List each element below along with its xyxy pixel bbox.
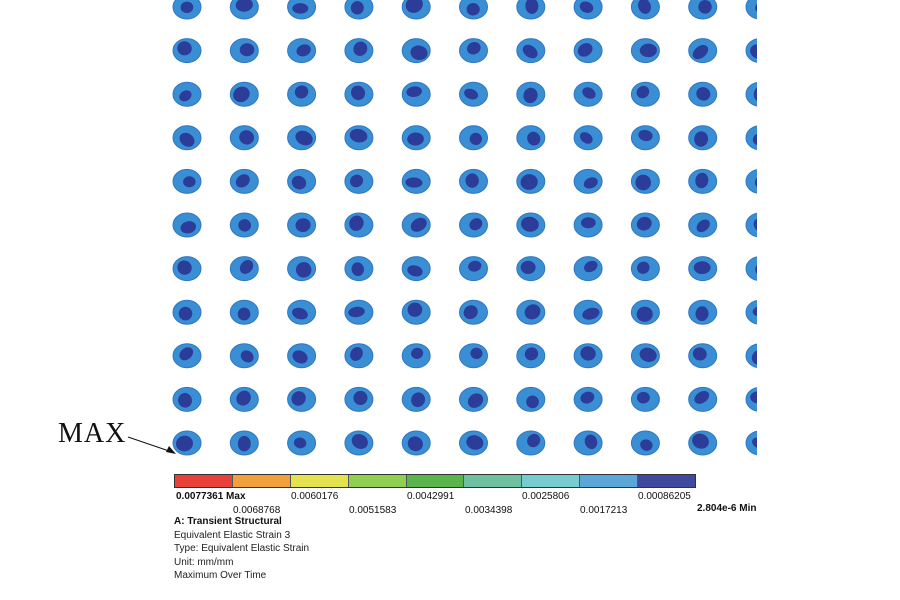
contact-point <box>689 169 717 193</box>
contact-point <box>460 300 488 324</box>
contact-points-grid <box>173 0 900 480</box>
contact-point <box>288 39 316 63</box>
contact-point <box>230 39 258 63</box>
legend-swatch <box>291 475 349 487</box>
legend-value-lower-3: 0.0034398 <box>465 505 513 516</box>
contact-point <box>460 213 488 237</box>
contact-point <box>230 387 258 411</box>
legend-swatch <box>407 475 465 487</box>
contact-point <box>402 126 430 150</box>
legend-value-upper-4: 0.00086205 <box>638 491 691 502</box>
contact-point <box>460 169 488 193</box>
contact-point <box>574 344 602 368</box>
contact-point <box>460 344 488 368</box>
contact-point <box>689 126 717 150</box>
contact-point <box>173 169 201 193</box>
contact-point <box>173 0 201 19</box>
legend-swatch <box>175 475 233 487</box>
contact-point <box>345 213 373 237</box>
contact-point <box>402 344 430 368</box>
contact-point <box>345 126 373 150</box>
contact-point <box>402 169 430 193</box>
contact-point <box>574 300 602 324</box>
contact-point <box>402 0 430 19</box>
legend-value-upper-1: 0.0060176 <box>291 491 339 502</box>
contact-point <box>517 213 545 237</box>
contact-point <box>402 257 430 281</box>
contact-point <box>689 257 717 281</box>
contact-point <box>288 387 316 411</box>
contact-point <box>345 387 373 411</box>
contact-point <box>517 257 545 281</box>
result-type: Type: Equivalent Elastic Strain <box>174 543 310 554</box>
contact-point <box>288 169 316 193</box>
contact-point <box>517 39 545 63</box>
contact-point <box>574 257 602 281</box>
contact-point <box>402 82 430 106</box>
contact-point <box>345 344 373 368</box>
legend-value-upper-2: 0.0042991 <box>407 491 455 502</box>
contact-point <box>574 0 602 19</box>
result-name: Equivalent Elastic Strain 3 <box>174 529 291 541</box>
contact-point <box>345 82 373 106</box>
contact-point <box>460 0 488 19</box>
legend-min-value: 2.804e-6 Min <box>697 503 757 514</box>
contact-point <box>689 0 717 19</box>
contact-point <box>574 82 602 106</box>
legend-value-lower-4: 0.0017213 <box>580 505 628 516</box>
contact-point <box>631 82 659 106</box>
contact-point <box>345 169 373 193</box>
contact-point <box>631 126 659 150</box>
contact-point <box>631 387 659 411</box>
contact-point <box>460 82 488 106</box>
contact-point <box>173 344 201 368</box>
contact-point <box>345 300 373 324</box>
contact-point <box>574 126 602 150</box>
contact-point <box>460 387 488 411</box>
contact-point <box>288 300 316 324</box>
contact-point <box>345 431 373 455</box>
contact-point <box>173 300 201 324</box>
contact-point <box>631 0 659 19</box>
contact-point <box>345 0 373 19</box>
contact-point <box>517 0 545 19</box>
contact-point <box>173 257 201 281</box>
contact-point <box>574 169 602 193</box>
contact-point <box>288 344 316 368</box>
contact-point <box>689 213 717 237</box>
legend-swatch <box>464 475 522 487</box>
contact-point <box>345 39 373 63</box>
legend-swatch <box>522 475 580 487</box>
contact-point <box>288 126 316 150</box>
legend-value-lower-2: 0.0051583 <box>349 505 397 516</box>
legend-value-upper-3: 0.0025806 <box>522 491 570 502</box>
max-arrow-line <box>128 437 172 452</box>
contact-point <box>402 387 430 411</box>
contact-point <box>345 257 373 281</box>
contact-point <box>230 431 258 455</box>
contact-point <box>689 39 717 63</box>
contact-point <box>631 169 659 193</box>
contact-point <box>631 344 659 368</box>
contact-point <box>402 39 430 63</box>
contact-point <box>574 431 602 455</box>
color-legend-bar <box>174 474 696 488</box>
contact-point <box>689 431 717 455</box>
contact-point <box>689 82 717 106</box>
contact-point <box>631 300 659 324</box>
contact-point <box>460 126 488 150</box>
contact-point <box>288 213 316 237</box>
contact-point <box>631 257 659 281</box>
contact-point <box>460 257 488 281</box>
legend-swatch <box>233 475 291 487</box>
contact-point <box>574 213 602 237</box>
contact-point <box>230 344 258 368</box>
contact-point <box>230 82 258 106</box>
contact-point <box>460 39 488 63</box>
contact-point <box>230 300 258 324</box>
contact-point <box>689 344 717 368</box>
result-info-block <box>174 515 309 583</box>
analysis-title: A: Transient Structural <box>174 516 282 527</box>
contact-point <box>288 0 316 19</box>
contact-point <box>517 126 545 150</box>
legend-value-lower-1: 0.0068768 <box>233 505 281 516</box>
contact-point <box>517 387 545 411</box>
result-unit: Unit: mm/mm <box>174 556 234 568</box>
plot-clip-mask <box>757 0 900 480</box>
contact-point <box>230 213 258 237</box>
contact-point <box>402 213 430 237</box>
contact-point <box>517 344 545 368</box>
contact-point <box>574 387 602 411</box>
legend-swatch <box>638 475 695 487</box>
legend-swatch <box>349 475 407 487</box>
legend-swatch <box>580 475 638 487</box>
contact-point <box>517 82 545 106</box>
contact-point <box>288 257 316 281</box>
max-annotation: MAX <box>58 418 127 449</box>
contact-point <box>173 126 201 150</box>
contact-point <box>230 257 258 281</box>
contact-point <box>173 213 201 237</box>
legend-max-value: 0.0077361 Max <box>176 491 246 502</box>
contact-point <box>460 431 488 455</box>
contact-point <box>173 39 201 63</box>
contact-point <box>517 169 545 193</box>
contact-point <box>631 431 659 455</box>
contact-point <box>173 82 201 106</box>
contact-point <box>288 431 316 455</box>
contact-point <box>230 0 258 19</box>
result-time-mode: Maximum Over Time <box>174 570 267 581</box>
contact-point <box>574 39 602 63</box>
contact-point <box>230 169 258 193</box>
contact-point <box>517 431 545 455</box>
contact-point <box>173 431 201 455</box>
contact-point <box>631 213 659 237</box>
contact-point <box>689 387 717 411</box>
contact-point <box>230 126 258 150</box>
contact-point <box>173 387 201 411</box>
contact-point <box>402 300 430 324</box>
contact-point <box>402 431 430 455</box>
contact-point <box>631 39 659 63</box>
contact-point <box>288 82 316 106</box>
contact-point <box>689 300 717 324</box>
contact-point <box>517 300 545 324</box>
